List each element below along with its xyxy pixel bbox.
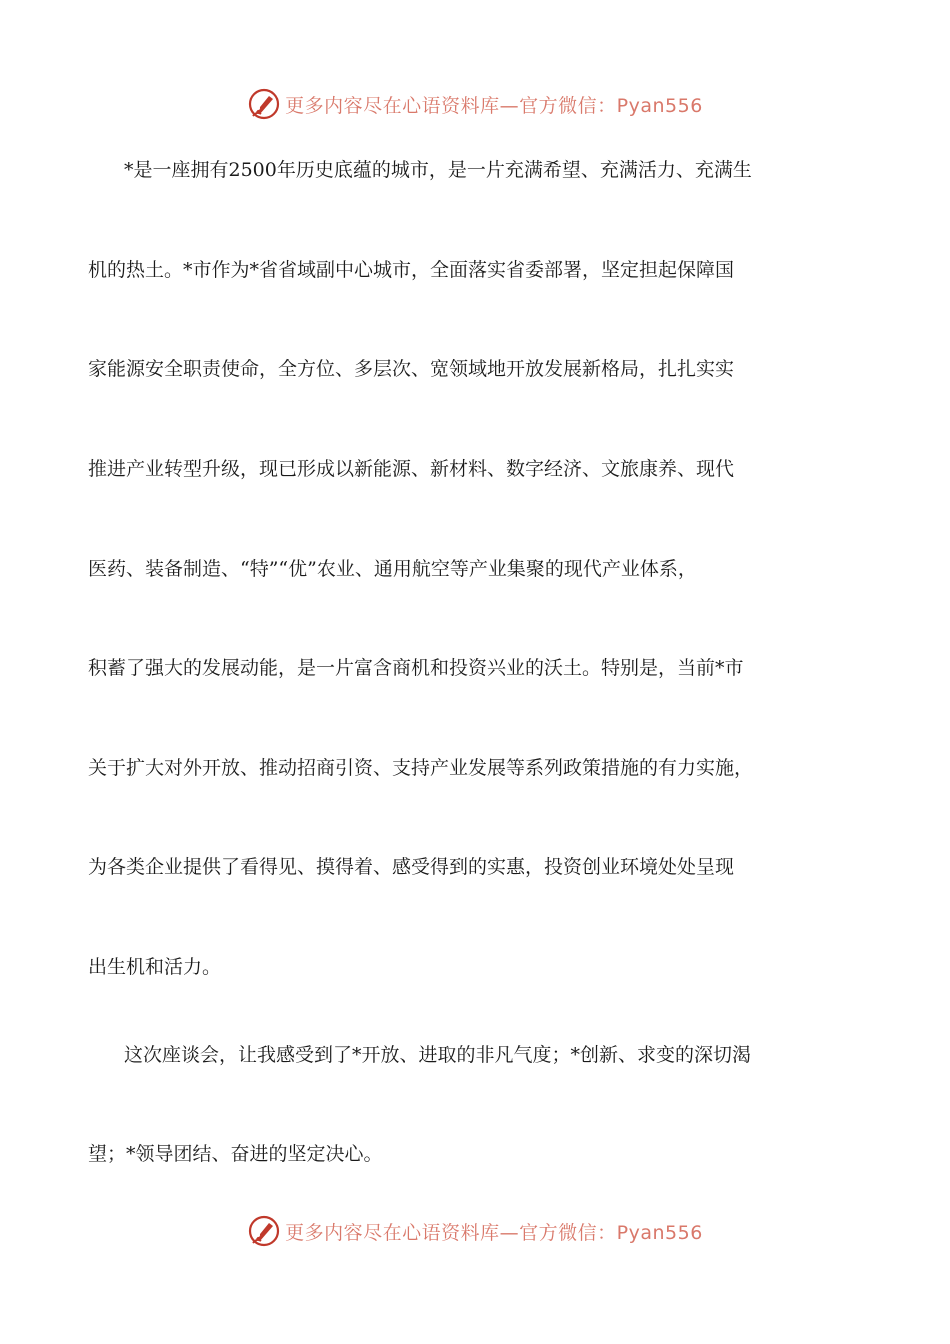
banner-text: 更多内容尽在心语资料库—官方微信：Pyan556 [285, 94, 703, 117]
banner-text: 更多内容尽在心语资料库—官方微信：Pyan556 [285, 1221, 703, 1244]
pen-logo-icon [247, 87, 281, 121]
paragraph-1-line-8: 为各类企业提供了看得见、摸得着、感受得到的实惠，投资创业环境处处呈现 [88, 856, 735, 878]
paragraph-2-line-1: 这次座谈会，让我感受到了*开放、进取的非凡气度；*创新、求变的深切渴 [124, 1044, 752, 1066]
pen-logo-icon [247, 1214, 281, 1248]
paragraph-1-line-5: 医药、装备制造、“特”“优”农业、通用航空等产业集聚的现代产业体系， [88, 558, 697, 580]
paragraph-1-line-3: 家能源安全职责使命，全方位、多层次、宽领域地开放发展新格局，扎扎实实 [88, 358, 735, 380]
paragraph-1-line-7: 关于扩大对外开放、推动招商引资、支持产业发展等系列政策措施的有力实施， [88, 757, 754, 779]
footer-banner [0, 1209, 950, 1253]
paragraph-2-line-2: 望；*领导团结、奋进的坚定决心。 [88, 1143, 383, 1165]
paragraph-1-line-4: 推进产业转型升级，现已形成以新能源、新材料、数字经济、文旅康养、现代 [88, 458, 735, 480]
header-banner [0, 82, 950, 126]
paragraph-1-line-1: *是一座拥有2500年历史底蕴的城市，是一片充满希望、充满活力、充满生 [124, 159, 752, 181]
paragraph-1-line-9: 出生机和活力。 [88, 956, 222, 978]
paragraph-1-line-2: 机的热土。*市作为*省省域副中心城市，全面落实省委部署，坚定担起保障国 [88, 259, 735, 281]
paragraph-1-line-6: 积蓄了强大的发展动能，是一片富含商机和投资兴业的沃土。特别是，当前*市 [88, 657, 744, 679]
